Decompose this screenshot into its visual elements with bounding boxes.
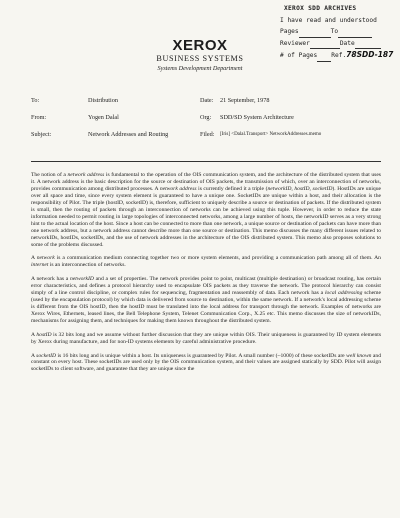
paragraph-socket-id: A socketID is 16 bits long and is unique within a host. Its uniqueness is guaranteed by Pilot. A small number (~1000) of these socketIDs are well known and constant on every host. These socketIDs are used only by the OIS communication system, and their values are assigned statically by SDD. Pilot will assign socketIDs to client software, and guarantee that they are unique since the [31, 352, 381, 373]
date-label: Date [339, 39, 355, 47]
read-understood-line: I have read and understood [280, 16, 377, 24]
pages-label: Pages [280, 28, 299, 35]
to-value: Distribution [88, 97, 118, 104]
from-value: Yogen Dalal [88, 114, 119, 121]
memo-body [31, 172, 381, 380]
division-name: BUSINESS SYSTEMS [156, 54, 244, 63]
paragraph-network-id: A network has a networkID and a set of properties. The network provides point to point, multicast (multiple destination) or broadcast routing, has certain error characteristics, and defines a protocol hierarchy used to encapsulate OIS packets as they traverse the network. The protocol hierarchy can consist simply of a line control discipline, or complex rules for sequencing, fragmentation and reassembly of data. Each network has a local addressing scheme (used by the encapsulation protocol) by which data is delivered from source to destination, within the same network. If a network's local addressing scheme is different from the OIS hostID, then the hostID must be translated into the local address for transport through the network. Examples of networks are Xerox Wires, Ethernets, leased lines, the Bell Telephone System, Telenet Communication Corp., X.25 etc. This memo discusses the size of networkIDs, mechanisms for assigning them, and techniques for making them known throughout the distributed system. [31, 276, 382, 324]
header-divider [31, 161, 381, 162]
subject-label: Subject: [31, 131, 52, 138]
paragraph-network-definition: A network is a communication medium connecting together two or more system elements, and providing a communication path among all of them. An internet is an interconnection of networks. [31, 255, 381, 269]
subject-value: Network Addresses and Routing [88, 131, 169, 138]
paragraph-intro: The notion of a network address is fundamental to the operation of the OIS communication system, and the architecture of the distributed system that uses it. A network address is the basic description for the source or destination of OIS packets, the transmission of which, over an interconnection of networks, provides communication among distributed processes. A network address is currently defined it a triple (networkID, hostID, socketID). HostIDs are unique over all space and time, since every system element is guaranteed to have a unique one. SocketIDs are unique within a host, and their allocation is the responsibility of Pilot. The triple (hostID, socketID) is, therefore, sufficient to uniquely describe a source or destination of packets. If the distributed system is small, then the routing of packets through an interconnection of networks can be achieved using this tuple. However, in order to reduce the state information needed to permit routing in large topologies of interconnected networks, among a large number of hosts, the networkID serves as a very strong hint to the actual location of the host. Since a host can be connected to more than one network, a unique source or destination of packets can have more than one network address, but a network address cannot describe more than one source or destination. This memo discusses the many different issues related to networkIDs, hostIDs, socketIDs, and the use of network addresses in the architecture of the OIS distributed system. This memo also proposes solutions to some of the problems discussed. [31, 172, 382, 248]
filed-value: [Iris] <Dalal.Transport> NetworkAddresses.memo [220, 132, 322, 137]
date-value: 21 September, 1978 [220, 97, 270, 104]
archive-label: XEROX SDD ARCHIVES [284, 5, 357, 12]
xerox-logo: XEROX [172, 37, 228, 54]
to-label: To [330, 28, 339, 35]
pages-line [280, 26, 395, 38]
paragraph-host-id: A hostID is 32 bits long and we assume without further discussion that they are unique within OIS. Their uniqueness is guaranteed by ID system elements by Xerox during manufacture, and for non-ID systems elements by careful administrative procedure. [31, 331, 381, 345]
org-label: Org: [200, 114, 212, 121]
reviewer-label: Reviewer [280, 39, 310, 47]
date-label: Date: [200, 97, 214, 104]
to-label: To: [31, 97, 40, 104]
from-label: From: [31, 114, 47, 121]
department-name: Systems Development Department [157, 65, 243, 72]
org-value: SDD/SD System Architecture [220, 114, 294, 121]
num-pages-label: # of Pages [280, 52, 318, 59]
ref-number: 78SDD-187 [346, 50, 394, 59]
ref-label: Ref. [331, 52, 347, 59]
filed-label: Filed: [200, 131, 215, 138]
letterhead [0, 38, 400, 73]
